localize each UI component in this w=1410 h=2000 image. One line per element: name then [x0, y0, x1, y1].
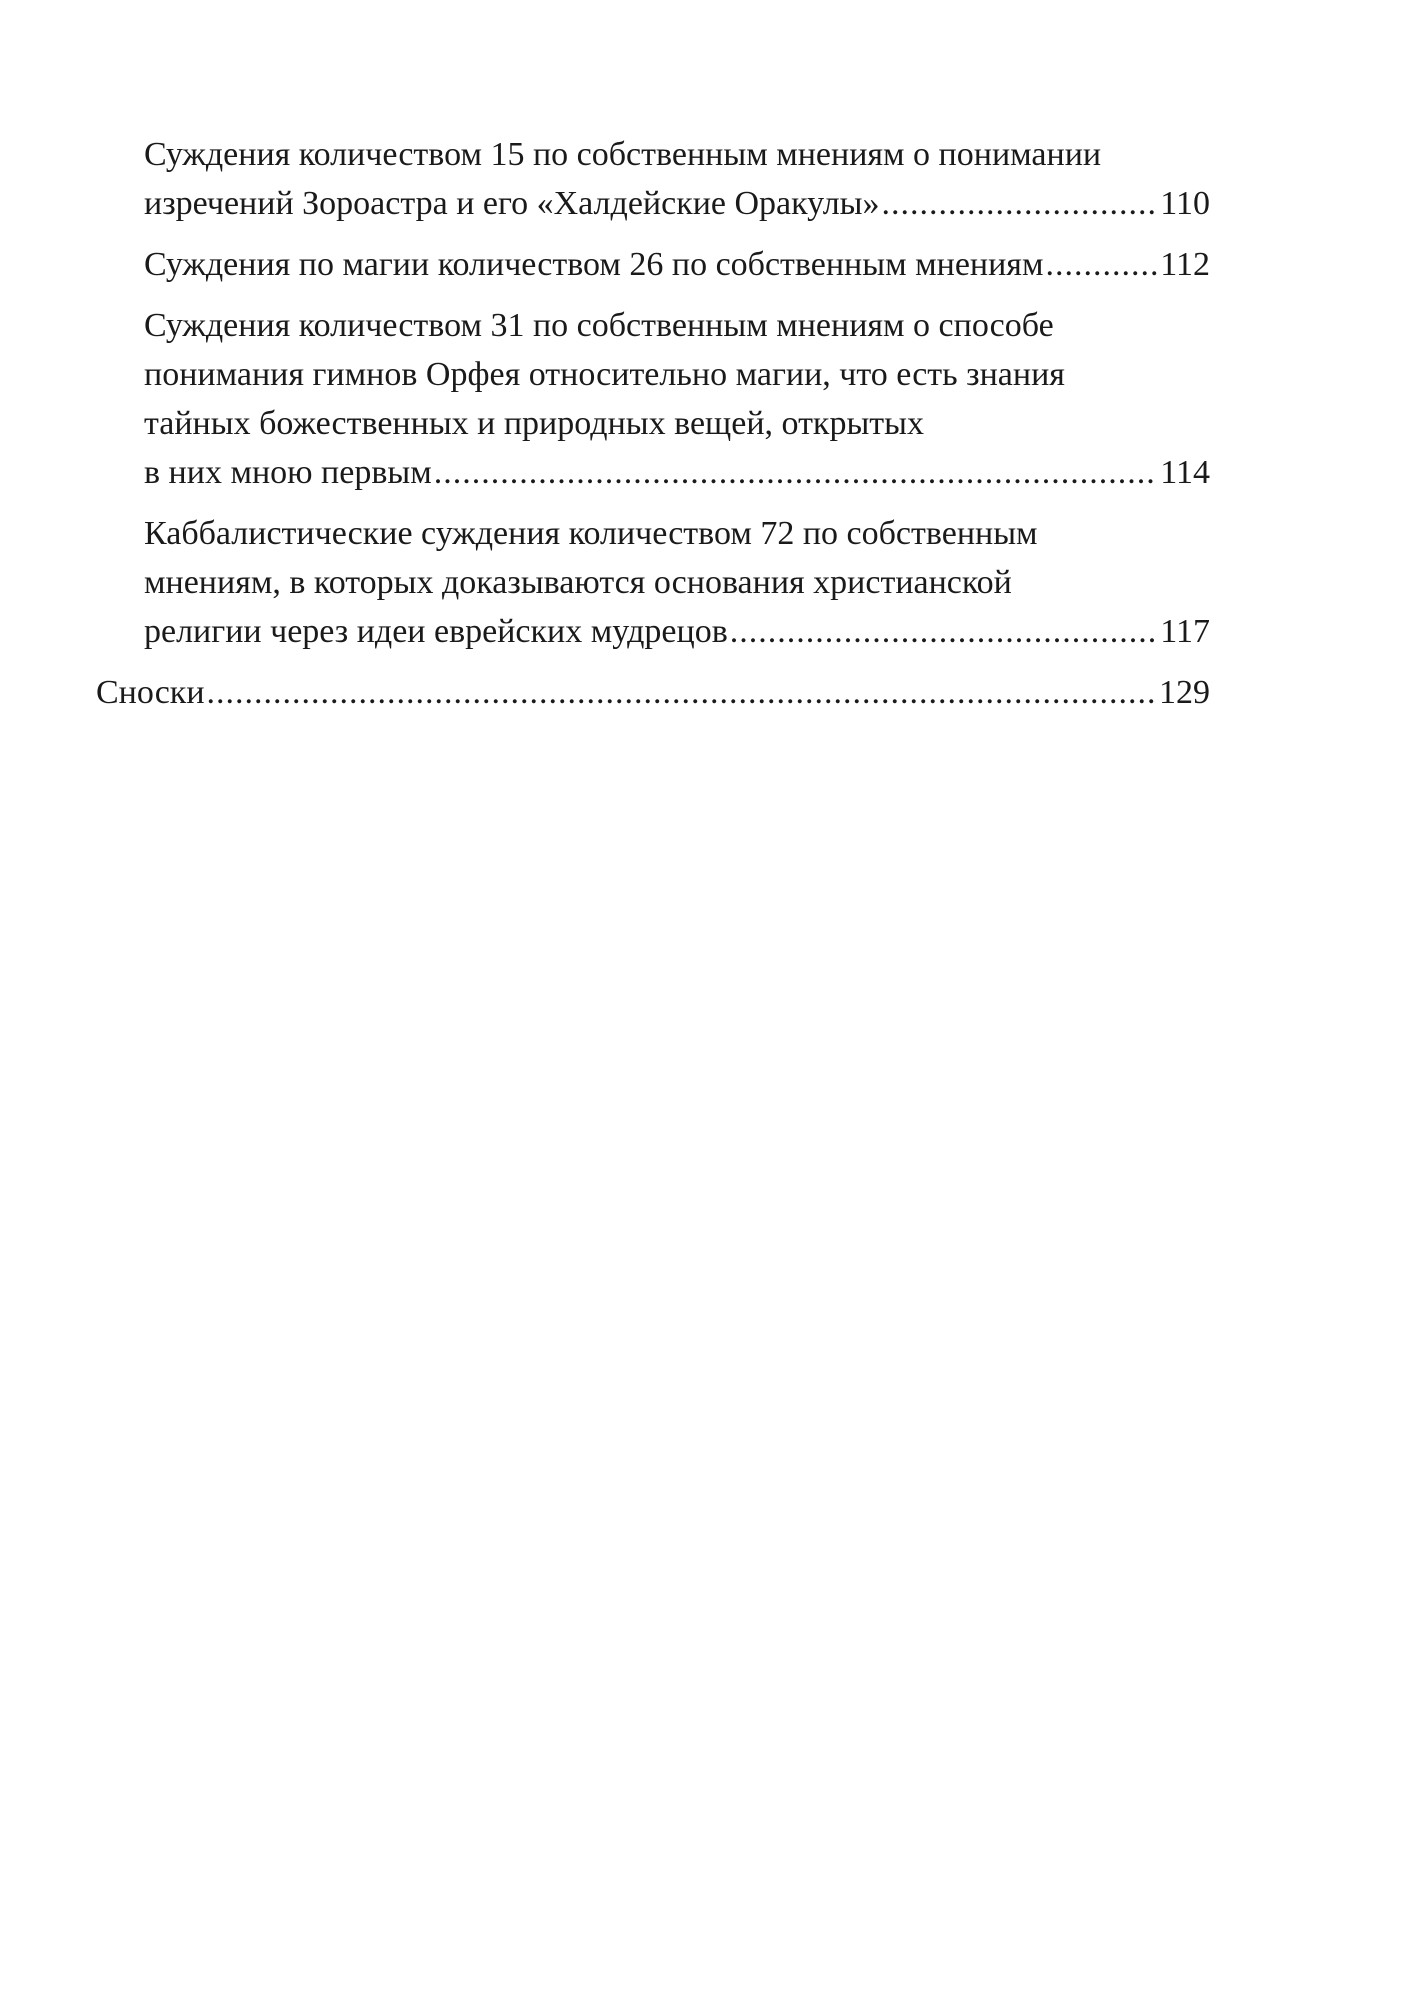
dot-leader: [882, 179, 1159, 228]
toc-entry-line: Суждения количеством 15 по собственным мнениям о понимании: [144, 136, 1102, 173]
toc-page-number: 114: [1160, 454, 1210, 491]
toc-page-number: 110: [1160, 185, 1210, 222]
toc-entry-line: мнениям, в которых доказываются основания христианской: [144, 564, 1012, 601]
toc-entry-line: тайных божественных и природных вещей, открытых: [144, 405, 924, 442]
toc-entry-title-end: Суждения по магии количеством 26 по собственным мнениям: [144, 246, 1044, 283]
table-of-contents: [96, 130, 1210, 717]
toc-entry-line: Каббалистические суждения количеством 72 по собственным: [144, 515, 1038, 552]
dot-leader: [207, 668, 1157, 717]
toc-entry-title-end: Сноски: [96, 674, 205, 711]
toc-entry-last-line: [144, 179, 1210, 228]
toc-entry-line: Суждения количеством 31 по собственным мнениям о способе: [144, 307, 1054, 344]
toc-entry-zoroaster[interactable]: [96, 130, 1210, 228]
dot-leader: [1045, 240, 1158, 289]
toc-entry-orpheus[interactable]: [96, 301, 1210, 497]
toc-entry-footnotes[interactable]: [96, 668, 1210, 717]
toc-entry-title-end: изречений Зороастра и его «Халдейские Оракулы»: [144, 185, 880, 222]
toc-entry-last-line: [144, 448, 1210, 497]
toc-entry-last-line: [144, 607, 1210, 656]
toc-entry-last-line: [96, 668, 1210, 717]
dot-leader: [730, 607, 1159, 656]
toc-entry-title-end: в них мною первым: [144, 454, 432, 491]
toc-page-number: 112: [1160, 246, 1210, 283]
toc-entry-last-line: [144, 240, 1210, 289]
toc-page-number: 129: [1159, 674, 1210, 711]
dot-leader: [434, 448, 1158, 497]
toc-entry-kabbalah[interactable]: [96, 509, 1210, 656]
toc-entry-line: понимания гимнов Орфея относительно магии, что есть знания: [144, 356, 1065, 393]
toc-entry-magic[interactable]: [96, 240, 1210, 289]
toc-page-number: 117: [1160, 613, 1210, 650]
toc-entry-title-end: религии через идеи еврейских мудрецов: [144, 613, 728, 650]
